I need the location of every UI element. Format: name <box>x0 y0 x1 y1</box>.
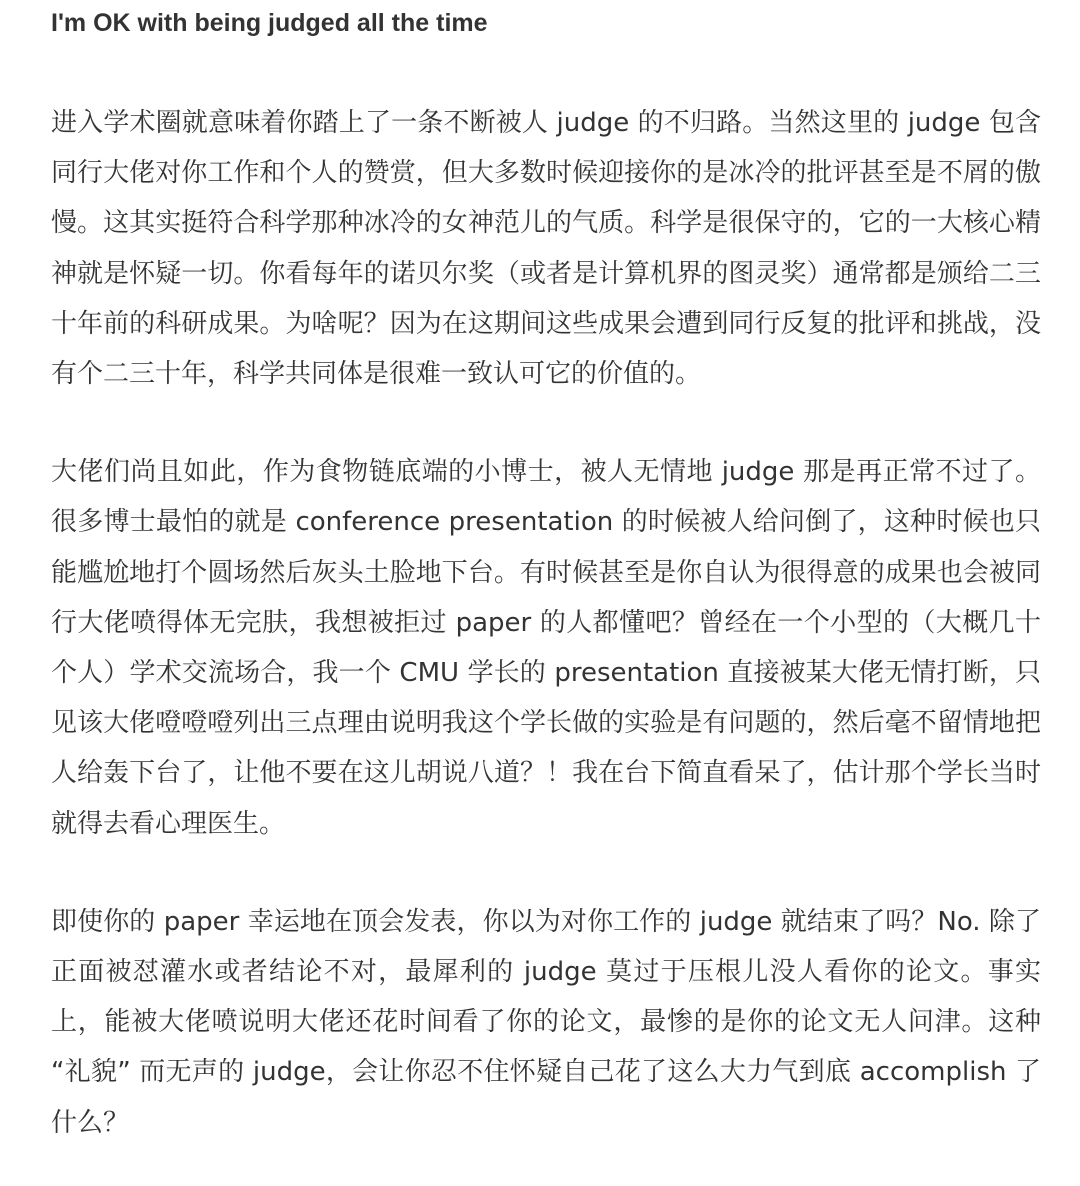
section-heading: I'm OK with being judged all the time <box>51 9 488 37</box>
paragraph-3: 即使你的 paper 幸运地在顶会发表，你以为对你工作的 judge 就结束了吗？No. 除了正面被怼灌水或者结论不对，最犀利的 judge 莫过于压根儿没人看你的论文。事实上，能被大佬喷说明大佬还花时间看了你的论文，最惨的是你的论文无人问津。这种 “礼貌” 而无声的 judge，会让你忍不住怀疑自己花了这么大力气到底 accomplish 了什么？ <box>51 906 1041 1138</box>
paragraph-2: 大佬们尚且如此，作为食物链底端的小博士，被人无情地 judge 那是再正常不过了。很多博士最怕的就是 conference presentation 的时候被人给问倒了，这种时候也只能尴尬地打个圆场然后灰头土脸地下台。有时候甚至是你自认为很得意的成果也会被同行大佬喷得体无完肤，我想被拒过 paper 的人都懂吧？曾经在一个小型的（大概几十个人）学术交流场合，我一个 CMU 学长的 presentation 直接被某大佬无情打断，只见该大佬噔噔噔列出三点理由说明我这个学长做的实验是有问题的，然后毫不留情地把人给轰下台了，让他不要在这儿胡说八道？！我在台下简直看呆了，估计那个学长当时就得去看心理医生。 <box>51 457 1041 839</box>
paragraph-1: 进入学术圈就意味着你踏上了一条不断被人 judge 的不归路。当然这里的 judge 包含同行大佬对你工作和个人的赞赏，但大多数时候迎接你的是冰冷的批评甚至是不屑的傲慢。这其实挺符合科学那种冰冷的女神范儿的气质。科学是很保守的，它的一大核心精神就是怀疑一切。你看每年的诺贝尔奖（或者是计算机界的图灵奖）通常都是颁给二三十年前的科研成果。为啥呢？因为在这期间这些成果会遭到同行反复的批评和挑战，没有个二三十年，科学共同体是很难一致认可它的价值的。 <box>51 108 1041 390</box>
article <box>51 0 1041 1148</box>
